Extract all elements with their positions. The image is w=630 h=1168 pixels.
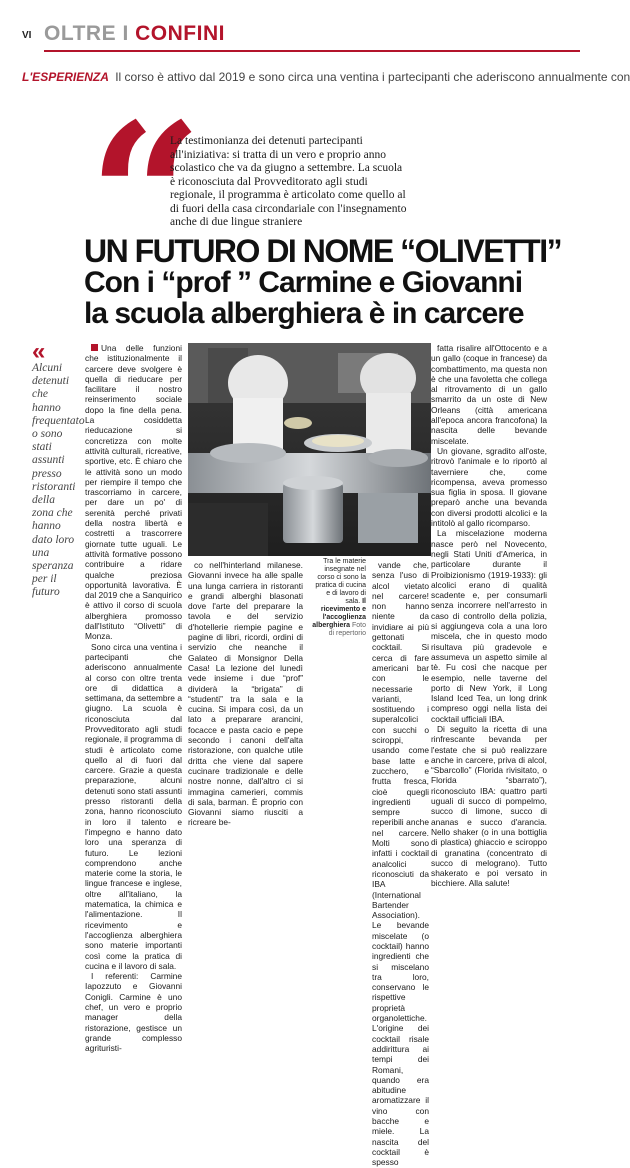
article-column-1 [85,343,182,1053]
headline-line-2: Con i “prof ” Carmine e Giovanni [84,266,523,299]
photo-caption-lead: Tra le materie insegnate nel corso ci sono la pratica di cucina e di lavoro di sala. [315,558,366,605]
article-column-3 [372,560,429,1168]
article-paragraph: co nell'hinterland milanese. Giovanni invece ha alle spalle una lunga carriera in ristoranti e grandi alberghi blasonati dove l'arte del preparare la tavola e del servizio d'hotellerie riempie pagine e pagine di libri, ricordi, ordini di servizio che neanche il Galateo di Monsignor Della Casa! La lezione del lunedì vede insieme i due “prof” dividerà la “brigata” di “studenti” tra la sala e la cucina. Si impara così, da un lato a preparare arancini, focacce e pasta cacio e pepe secondo i canoni dell'alta ristorazione, con qualche utile dritta che viene dal sapere cucinare tradizionale e delle nostre nonne, dall'altro ci si immagina camerieri, commis di sala, barman. È proprio con Giovanni siamo riusciti a ricreare be- [188,560,303,828]
section-title-word-2: CONFINI [135,22,225,45]
article-paragraph: I referenti: Carmine Iapozzuto e Giovanni Conigli. Carmine è uno chef, un vero e proprio manager della ristorazione, gestisce un grande complesso agrituristi- [85,971,182,1054]
article-paragraph: Un giovane, sgradito all'oste, ritrovò l'animale e lo riportò al taverniere che, come ricompensa, aveva promesso sua figlia in sposa. Il giovane preparò anche una bevanda con diversi prodotti alcolici e la intitolò al gallo ricomparso. [431,445,547,529]
article-column-4 [431,343,547,889]
side-quote: Alcuni detenuti che hanno frequentato o sono stati assunti presso ristoranti della zona che hanno dato loro una speranza per il futuro [32,362,85,599]
photo-caption-bold: Il ricevimento e l'accoglienza alberghiera [312,598,366,629]
article-paragraph: Di seguito la ricetta di una rinfrescante bevanda per l'estate che si può realizzare anche in carcere, priva di alcol, “Sbarcollo” (Florida rivisitato, o Florida “sbarrato”), riconosciuto IBA: quattro parti uguali di succo di pompelmo, succo di limone, succo di ananas e succo d'arancia. Nello shaker (o in una bottiglia di plastica) ghiaccio e sciroppo di granatina (concentrato di succo di melograno). Tutto shakerato e poi versato in bicchiere. Alla salute! [431,723,547,889]
headline-line-1: UN FUTURO DI NOME “OLIVETTI” [84,233,562,269]
photo-credit: Foto di repertorio [328,622,366,637]
pull-quote: La testimonianza dei detenuti partecipanti all'iniziativa: si tratta di un vero e proprio anno scolastico che va da giugno a settembre. La scuola è riconosciuta dal Provveditorato agli studi regionale, il programma è articolato come quello al di fuori della casa circondariale con l'insegnamento anche di due lingue straniere [170,135,407,228]
masthead [0,0,580,62]
article-paragraph: Una delle funzioni che istituzionalmente il carcere deve svolgere è quella di rieducare per facilitare il nostro reinserimento sociale dopo la fine della pena. La cosiddetta rieducazione si concretizza con molte attività culturali, ricreative, sportive, etc. È chiaro che le attività sono un modo per riempire il tempo che trascorriamo in carcere, per dare un po' di serenità perché privati della nostra libertà e costretti a trascorrere giornate tutte uguali. Le attività formative possono contribuire a ridare qualche preziosa opportunità lavorativa. È dal 2019 che a Sanquirico è attivo il corso di scuola alberghiera promosso dall'Istituto “Olivetti” di Monza. [85,343,182,642]
article-start-marker [91,344,98,351]
kitchen-photo [188,343,431,556]
page-number: VI [22,30,32,41]
side-quote-mark-icon: « [32,338,46,365]
section-title [44,22,225,46]
article-paragraph: Sono circa una ventina i partecipanti che aderiscono annualmente al corso con oltre trenta ore di didattica a settimana, da settembre a giugno. La scuola è riconosciuta dal Provveditorato agli studi regionale, il programma di studi è articolato come quello al di fuori dal carcere. Grazie a questa preparazione, alcuni detenuti sono stati assunti presso ristoranti della zona, hanno riconosciuto in loro il talento e l'impegno e hanno dato loro una speranza di futuro. Le lezioni comprendono anche materie come la storia, le lingue francese e inglese, oltre all'italiano, la matematica, la chimica e l'alimentazione. Il ricevimento e l'accoglienza alberghiera sono materie importanti così come la pratica di cucina e il lavoro di sala. [85,641,182,971]
quote-mark-icon: “ [88,80,176,315]
headline [84,233,574,330]
section-title-word-1: OLTRE I [44,22,129,45]
kicker-text: Il corso è attivo dal 2019 e sono circa una ventina i partecipanti che aderiscono annualmente con [115,70,630,84]
article-paragraph: La miscelazione moderna nasce però nel Novecento, negli Stati Uniti d'America, in particolare durante il Proibizionismo (1919-1933): gli alcolici erano di qualità scadente e, per consumarli senza incorrere nell'arresto in caso di controllo della polizia, si aggiungeva cola a una loro miscela, che in questo modo risultava più gradevole e assumeva un aspetto simile al tè. Fu così che nacque per esempio, nelle taverne del porto di New York, il Long Island Iced Tea, un long drink compreso oggi nella lista dei cocktail ufficiali IBA. [431,528,547,724]
masthead-rule [44,50,580,52]
photo-caption [310,558,366,638]
kicker-label: L'ESPERIENZA [22,70,109,84]
headline-line-3: la scuola alberghiera è in carcere [84,297,524,330]
article-column-2 [188,560,303,828]
article-paragraph: vande che, senza l'uso di alcol vietato nel carcere! non hanno niente da invidiare ai più gettonati cocktail. Si cerca di fare americani bar con le necessarie varianti, sostituendo i superalcolici con succhi o sciroppi, usando come base latte e zucchero, e frutta fresca, cioè quegli ingredienti sempre reperibili anche nel carcere. Molti sono infatti i cocktail analcolici riconosciuti da IBA (International Bartender Association). Le bevande miscelate (o cocktail) hanno ingredienti che si miscelano tra loro, conservano le rispettive proprietà organolettiche. L'origine dei cocktail risale addirittura ai tempi dei Romani, quando era abitudine aromatizzare il vino con bacche e miele. La nascita del cocktail è spesso [372,560,429,1168]
article-paragraph: fatta risalire all'Ottocento e a un gallo (coque in francese) da combattimento, ma questa non è che una favoletta che collega al ritrovamento di un gallo smarrito da un oste di New Orleans (città americana all'epoca ancora francofona) la nascita delle bevande miscelate. [431,343,547,446]
